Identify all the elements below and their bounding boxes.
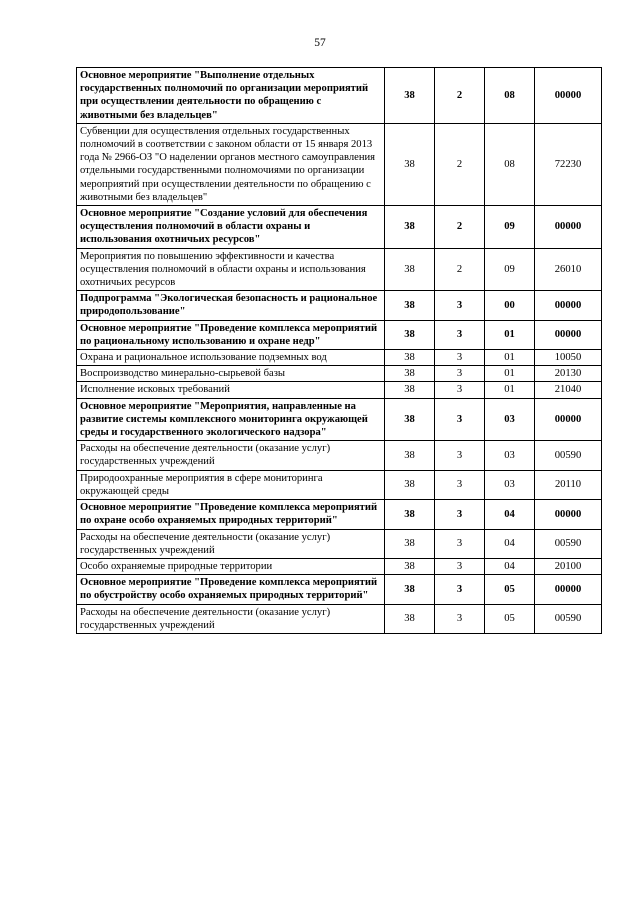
cell-code-1: 38: [385, 529, 435, 558]
page-number: 57: [314, 37, 326, 49]
cell-code-3: 08: [485, 123, 535, 205]
table-row: [77, 248, 602, 291]
cell-code-2: 3: [435, 320, 485, 349]
cell-code-4: 00000: [535, 398, 602, 441]
cell-code-1: 38: [385, 470, 435, 499]
table-row: [77, 529, 602, 558]
table-row-heading: [77, 206, 602, 249]
cell-code-1: 38: [385, 248, 435, 291]
cell-code-2: 3: [435, 604, 485, 633]
table-row: [77, 382, 602, 398]
cell-name: Основное мероприятие "Создание условий для обеспечения осуществления полномочий в области охраны и использования охотничьих ресурсов": [77, 206, 385, 249]
cell-code-3: 05: [485, 575, 535, 604]
cell-name: Расходы на обеспечение деятельности (оказание услуг) государственных учреждений: [77, 604, 385, 633]
cell-code-3: 01: [485, 350, 535, 366]
cell-code-4: 00000: [535, 320, 602, 349]
cell-code-4: 00590: [535, 604, 602, 633]
budget-table-body: [77, 68, 602, 634]
table-row: [77, 123, 602, 205]
cell-code-2: 3: [435, 529, 485, 558]
cell-code-2: 2: [435, 68, 485, 124]
cell-code-4: 20110: [535, 470, 602, 499]
cell-name: Основное мероприятие "Мероприятия, направленные на развитие системы комплексного мониторинга окружающей среды и государственного экологического надзора": [77, 398, 385, 441]
cell-code-3: 04: [485, 558, 535, 574]
cell-code-4: 00000: [535, 68, 602, 124]
cell-code-3: 01: [485, 366, 535, 382]
cell-code-3: 03: [485, 470, 535, 499]
table-row-heading: [77, 320, 602, 349]
table-row: [77, 366, 602, 382]
cell-name: Основное мероприятие "Проведение комплекса мероприятий по обустройству особо охраняемых природных территорий": [77, 575, 385, 604]
cell-name: Охрана и рациональное использование подземных вод: [77, 350, 385, 366]
cell-name: Субвенции для осуществления отдельных государственных полномочий в соответствии с законом области от 15 января 2013 года № 2966-ОЗ "О наделении органов местного самоуправления отдельными государственными полномочиями по организации мероприятий при осуществлении деятельности по обращению с животными без владельцев": [77, 123, 385, 205]
cell-code-3: 04: [485, 500, 535, 529]
cell-code-3: 03: [485, 398, 535, 441]
cell-code-3: 05: [485, 604, 535, 633]
cell-code-3: 01: [485, 382, 535, 398]
cell-code-1: 38: [385, 500, 435, 529]
table-row-heading: [77, 398, 602, 441]
cell-code-4: 00590: [535, 441, 602, 470]
cell-code-2: 3: [435, 500, 485, 529]
cell-code-1: 38: [385, 558, 435, 574]
cell-code-1: 38: [385, 123, 435, 205]
table-row-heading: [77, 500, 602, 529]
cell-code-1: 38: [385, 382, 435, 398]
cell-code-4: 20130: [535, 366, 602, 382]
cell-code-3: 08: [485, 68, 535, 124]
cell-code-2: 3: [435, 470, 485, 499]
cell-code-1: 38: [385, 68, 435, 124]
cell-code-4: 00000: [535, 575, 602, 604]
cell-code-3: 00: [485, 291, 535, 320]
cell-code-1: 38: [385, 366, 435, 382]
budget-table: [76, 67, 602, 634]
cell-code-4: 10050: [535, 350, 602, 366]
table-row: [77, 558, 602, 574]
table-row-heading: [77, 575, 602, 604]
cell-name: Воспроизводство минерально-сырьевой базы: [77, 366, 385, 382]
cell-code-2: 3: [435, 575, 485, 604]
cell-name: Мероприятия по повышению эффективности и качества осуществления полномочий в области охраны и использования охотничьих ресурсов: [77, 248, 385, 291]
table-row-heading: [77, 68, 602, 124]
cell-code-3: 01: [485, 320, 535, 349]
cell-code-4: 00000: [535, 291, 602, 320]
cell-name: Природоохранные мероприятия в сфере мониторинга окружающей среды: [77, 470, 385, 499]
cell-code-1: 38: [385, 441, 435, 470]
table-row: [77, 604, 602, 633]
cell-code-4: 00000: [535, 500, 602, 529]
cell-code-2: 3: [435, 398, 485, 441]
cell-code-2: 3: [435, 350, 485, 366]
table-row: [77, 470, 602, 499]
cell-code-1: 38: [385, 398, 435, 441]
cell-code-3: 09: [485, 248, 535, 291]
cell-code-1: 38: [385, 206, 435, 249]
cell-code-1: 38: [385, 291, 435, 320]
cell-code-3: 04: [485, 529, 535, 558]
cell-code-4: 00000: [535, 206, 602, 249]
table-row-heading: [77, 291, 602, 320]
cell-code-3: 03: [485, 441, 535, 470]
cell-code-1: 38: [385, 575, 435, 604]
cell-code-2: 2: [435, 248, 485, 291]
cell-code-3: 09: [485, 206, 535, 249]
cell-name: Основное мероприятие "Выполнение отдельных государственных полномочий по организации мероприятий при осуществлении деятельности по обращению с животными без владельцев": [77, 68, 385, 124]
cell-code-1: 38: [385, 320, 435, 349]
cell-name: Расходы на обеспечение деятельности (оказание услуг) государственных учреждений: [77, 529, 385, 558]
cell-code-2: 3: [435, 558, 485, 574]
cell-code-1: 38: [385, 604, 435, 633]
cell-code-2: 2: [435, 206, 485, 249]
cell-code-1: 38: [385, 350, 435, 366]
cell-code-4: 26010: [535, 248, 602, 291]
cell-name: Исполнение исковых требований: [77, 382, 385, 398]
cell-code-4: 21040: [535, 382, 602, 398]
cell-code-2: 3: [435, 382, 485, 398]
cell-code-2: 3: [435, 441, 485, 470]
cell-name: Основное мероприятие "Проведение комплекса мероприятий по рациональному использованию и охране недр": [77, 320, 385, 349]
cell-code-2: 2: [435, 123, 485, 205]
cell-name: Подпрограмма "Экологическая безопасность и рациональное природопользование": [77, 291, 385, 320]
cell-name: Особо охраняемые природные территории: [77, 558, 385, 574]
table-row: [77, 441, 602, 470]
cell-name: Расходы на обеспечение деятельности (оказание услуг) государственных учреждений: [77, 441, 385, 470]
cell-code-4: 00590: [535, 529, 602, 558]
table-row: [77, 350, 602, 366]
cell-code-4: 72230: [535, 123, 602, 205]
cell-code-2: 3: [435, 366, 485, 382]
cell-code-4: 20100: [535, 558, 602, 574]
cell-code-2: 3: [435, 291, 485, 320]
cell-name: Основное мероприятие "Проведение комплекса мероприятий по охране особо охраняемых природных территорий": [77, 500, 385, 529]
